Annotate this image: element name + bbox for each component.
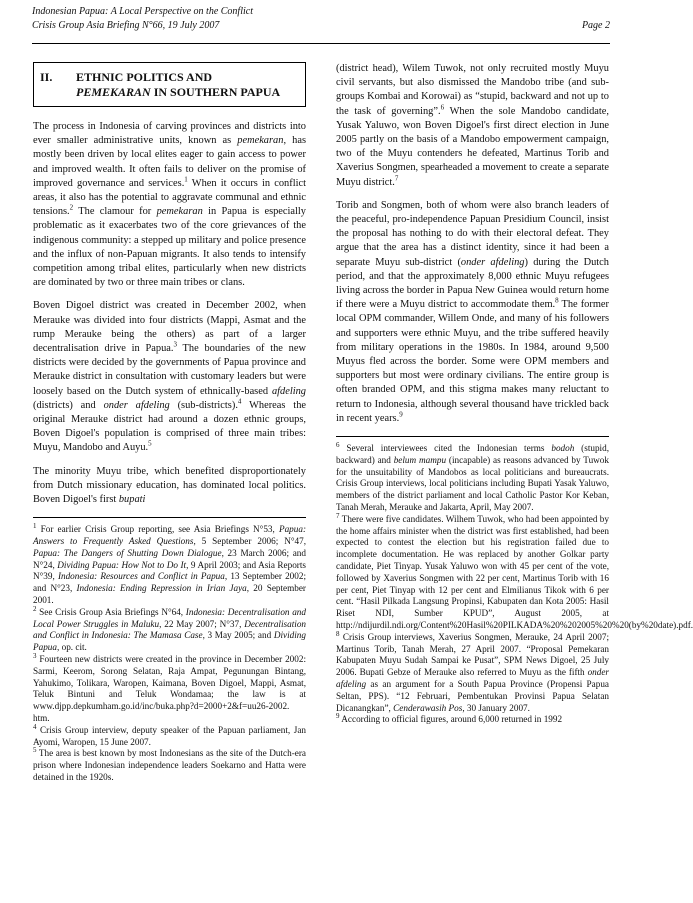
running-header (32, 5, 610, 33)
section-heading (33, 62, 306, 107)
footnote: $^1$ For earlier Crisis Group reporting, see Asia Briefings N°53, Papua: Answers to Frequently Asked Questions, 5 September 2006; N°47, Papua: The Dangers of Shutting Down Dialogue, 23 March 2006; and N°24, Dividing Papua: How Not to Do It, 9 April 2003; and Asia Reports N°39, Indonesia: Resources and Conflict in Papua, 13 September 2002; and N°23, Indonesia: Ending Repression in Irian Jaya, 20 September 2001. (33, 522, 306, 606)
footnote-divider (336, 436, 609, 437)
footnote-ref: 8 (555, 296, 559, 305)
footnote-ref: 3 (173, 340, 177, 349)
footnote: $^8$ Crisis Group interviews, Xaverius Songmen, Merauke, 24 April 2007; Martinus Torib, Tanah Merah, 27 April 2007. “Proposal Pemekaran Kabupaten Muyu Sudah Sampai ke Pusat”, SPM News Digoel, 25 July 2006. Bupati Gebze of Merauke also referred to Muyu as the fifth onder afdeling as an argument for a South Papua Province (Propensi Papua Seltan, PPS). “12 Februari, Pembentukan Provinsi Papua Selatan Dicanangkan”, Cenderawasih Pos, 30 January 2007. (336, 629, 609, 713)
footnote-ref: 9 (399, 410, 403, 419)
footnote: $^4$ Crisis Group interview, deputy speaker of the Papuan parliament, Jan Ayomi, Waropen, 15 June 2007. (33, 722, 306, 747)
footnote-ref: 7 (394, 174, 399, 183)
section-title: ETHNIC POLITICS AND PEMEKARAN IN SOUTHERN PAPUA (76, 70, 281, 99)
left-column (33, 62, 306, 784)
report-title: Indonesian Papua: A Local Perspective on the Conflict (32, 6, 253, 17)
paragraph: (district head), Wilem Tuwok, not only recruited mostly Muyu civil servants, but also dismissed the Mandobo tribe (and sub-groups Kombai and Korowai) as “stupid, backward and not up to the task of governing”.$^6$ When the sole Mandobo candidate, Yusak Yaluwo, won Boven Digoel's first direct election in June 2005 partly on the basis of a Mandobo empowerment campaign, two of the Muyu contenders he defeated, Martinus Torib and Xaverius Songmen, spearheaded a movement to create a separate Muyu district.$^7$ (336, 63, 609, 188)
footnote: $^7$ There were five candidates. Wilhem Tuwok, who had been appointed by the home affairs minister when the district was first established, had been expected to contest the election but his registration failed due to incomplete documentation. He was replaced by another Golkar party candidate, Piet Tinyap. Yusak Yaluwo won with 45 per cent of the vote, followed by Xaverius Songmen with 22 per cent, Martinus Torib with 16 per cent, Piet Tinyap with 12 per cent and Elmilianus Tikok with 6 per cent. “Hasil Pilkada Langsung Propinsi, Kabupaten dan Kota 2005: Hasil Riset NDI, Sumber KPUD”, August 2005, at http://ndijurdil.ndi.org/Content%20Hasil%20PILKADA%20%202005%20%20(by%20date).pdf. (336, 511, 693, 631)
footnote: $^5$ The area is best known by most Indonesians as the site of the Dutch-era prison where Indonesian independence leaders Soekarno and Hatta were detained in the 1920s. (33, 746, 306, 783)
paragraph: The process in Indonesia of carving provinces and districts into ever smaller administrative units, known as pemekaran, has mostly been driven by local elites eager to gain access to power and improved wealth. It often fails to deliver on the promise of improved governance and services.$^1$ When it occurs in conflict areas, it also has the potential to aggravate communal and ethnic tensions.$^2$ The clamour for pemekaran in Papua is especially problematic as it exacerbates two of the core grievances of the indigenous community: a stepped up military and police presence and the influx of non-Papuan migrants. It also tends to intensify competition among tribal elites, particularly when new districts are dominated by two or three main tribes or clans. (33, 121, 306, 289)
paragraph: The minority Muyu tribe, which benefited disproportionately from Dutch missionary education, has dominated local politics. Boven Digoel's first bupati (33, 465, 306, 506)
paragraph: Torib and Songmen, both of whom were also branch leaders of the peaceful, pro-independence Papuan Presidium Council, insist the proposal has nothing to do with their electoral defeat. They argue that the area has a distinct identity, since it had been a separate Muyu sub-district (onder afdeling) during the Dutch period, and that the approximately 8,000 ethnic Muyu refugees living across the border in Papua New Guinea would return home if there were a Muyu district to accommodate them.$^8$ The former local OPM commander, Willem Onde, and many of his followers and supporters were ethnic Muyu, and the tribe suffered heavily from military operations in the 1980s. In 1984, around 9,500 Muyus fled across the border. Some were OPM members and supporters but most were ordinary civilians. The entire group is often branded OPM, and this stigma makes many reluctant to return to Indonesia, although several thousand have trickled back in recent years.$^9$ (336, 199, 609, 424)
footnote: $^3$ Fourteen new districts were created in the province in December 2002: Sarmi, Keerom, Sorong Selatan, Raja Ampat, Pegunungan Bintang, Yahukimo, Tolikara, Waropen, Kaimana, Boven Digoel, Mappi, Asmat, Teluk Bintuni and Teluk Wondamaa; the law is at www.djpp.depkumham.go.id/inc/buka.php?d=2000+2&f=uu26-2002. htm. (33, 651, 306, 724)
footnote: $^2$ See Crisis Group Asia Briefings N°64, Indonesia: Decentralisation and Local Power Struggles in Maluku, 22 May 2007; N°37, Decentralisation and Conflict in Indonesia: The Mamasa Case, 3 May 2005; and Dividing Papua, op. cit. (33, 604, 307, 653)
briefing-info: Crisis Group Asia Briefing N°66, 19 July 2007 (32, 20, 220, 31)
footnote-ref: 4 (237, 397, 242, 406)
footnote-divider (33, 517, 306, 518)
section-number: II. (40, 70, 53, 84)
page-number: Page 2 (581, 20, 610, 31)
footnote-ref: 2 (69, 203, 74, 212)
footnote: $^9$ According to official figures, around 6,000 returned in 1992 (336, 712, 563, 725)
footnote-ref: 5 (148, 440, 152, 448)
footnote: $^6$ Several interviewees cited the Indonesian terms bodoh (stupid, backward) and belum mampu (incapable) as reasons advanced by Tuwok for the unsuitability of Mandobos as local politicians and bureaucrats. Crisis Group interviews, local politicians including Bupati Yasak Yaluwo, members of the district parliament and local Catholic Pastor Kor Keban, Tanah Merah, Merauke and Jakarta, April, May 2007. (336, 441, 609, 513)
right-column (336, 62, 693, 726)
header-divider (32, 43, 610, 44)
footnote-ref: 1 (184, 175, 188, 184)
paragraph: Boven Digoel district was created in December 2002, when Merauke was divided into four districts (Mappi, Asmat and the rump Merauke being the others) as part of a larger decentralisation drive in Papua.$^3$ The boundaries of the new districts were decided by the governments of Papua province and Merauke district in consultation with customary leaders but were loosely based on the Dutch system of ethnically-based afdeling (districts) and onder afdeling (sub-districts).$^4$ Whereas the original Merauke district had around a dozen ethnic groups, Boven Digoel's population is comprised of three main tribes: Muyu, Mandobo and Auyu.$^5$ (33, 300, 306, 454)
footnote-ref: 6 (440, 103, 445, 112)
